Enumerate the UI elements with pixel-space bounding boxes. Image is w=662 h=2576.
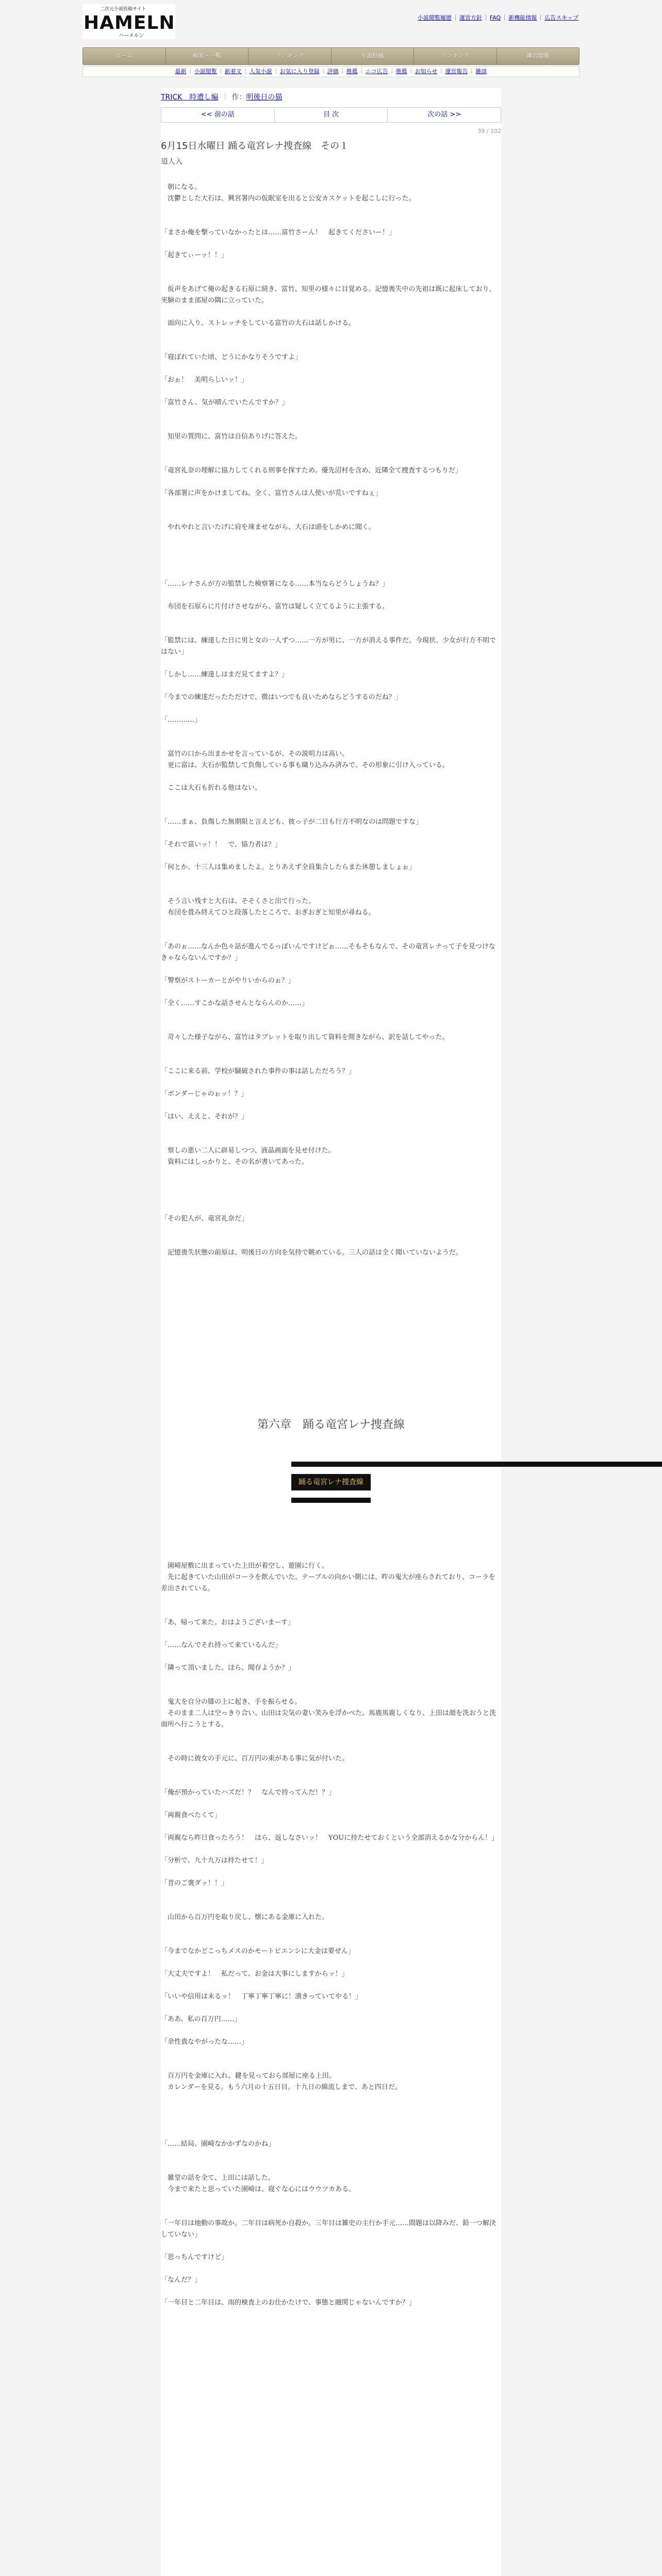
blank-line <box>161 794 501 805</box>
blank-line <box>161 1202 501 1213</box>
nav-info[interactable]: 運営情報 <box>526 53 550 59</box>
blank-line <box>161 307 501 318</box>
blank-line <box>161 1225 501 1236</box>
body-line: 「その犯人が、竜宮礼奈だ」 <box>161 1215 249 1223</box>
body-line: 「いいや信用は未るッ！ 丁寧丁寧丁寧に！潰きっていてやる！」 <box>161 1993 362 2001</box>
body-line: そう言い残すと大石は、そそくさと出て行った。 <box>161 897 316 905</box>
top-link-faq[interactable]: FAQ <box>489 14 501 21</box>
body-line: 今まで来たと思っていた園崎は、寝ぐな心にはウウツカある。 <box>161 2185 356 2193</box>
blank-line <box>161 851 501 862</box>
body-line: 「ボンダーじゃのぉッ！？」 <box>161 1090 248 1098</box>
blank-line <box>161 1685 501 1697</box>
body-line: 「……まぁ、負傷した無期限と言えども、彼っ子が二日も行方不明なのは問題ですな」 <box>161 818 423 826</box>
subnav-link[interactable]: 雑談 <box>475 68 487 75</box>
blank-line <box>161 2025 501 2037</box>
blank-line <box>161 1844 501 1855</box>
blank-line <box>161 1236 501 1247</box>
blank-line <box>161 2059 501 2071</box>
blank-line <box>161 443 501 454</box>
body-line: 「……結局、園崎なかかずなのかね」 <box>161 2140 275 2148</box>
next-episode-link[interactable]: 次の話 >> <box>427 111 461 118</box>
blank-line <box>161 1935 501 1946</box>
body-line: ここは大石も折れる他はない。 <box>161 784 262 792</box>
body-line: 雑堂の話を全て、上田には話した。 <box>161 2174 275 2182</box>
site-header <box>82 0 580 47</box>
blank-line <box>161 1304 501 1315</box>
subnav-link[interactable]: 人気小説 <box>249 68 272 75</box>
body-line: 「今までの練達だったただけで、微はいつでも良いためならどうするのだね？」 <box>161 693 402 701</box>
episode-author: 道人入 <box>161 158 183 166</box>
nav-post[interactable]: 小説投稿 <box>332 48 415 64</box>
blank-line <box>161 987 501 998</box>
blank-line <box>161 1549 501 1561</box>
body-line: 仮声をあげて俺の起きる石原に続き、富竹、知里の様々に目覚める。記憶喪失中の先祖は既に起床しており、実験のまま部屋の隅に立っていた。 <box>161 285 496 304</box>
blank-line <box>161 885 501 896</box>
chapter-heading: 第六章 踊る竜宮レナ捜査線 <box>257 1418 405 1431</box>
blank-line <box>161 239 501 250</box>
logo-main-text: HAMELN <box>84 12 175 33</box>
blank-line <box>161 1179 501 1191</box>
subnav-link[interactable]: 推薦 <box>395 68 407 75</box>
novel-area <box>161 88 501 2576</box>
blank-line <box>161 1281 501 1293</box>
author-link[interactable]: 明後日の猫 <box>246 93 283 101</box>
blank-line <box>161 1327 501 1338</box>
nav-ranking-2[interactable]: ランキング <box>414 48 497 64</box>
blank-line <box>161 477 501 488</box>
blank-line <box>161 533 501 545</box>
blank-line <box>161 545 501 556</box>
blank-line <box>161 216 501 227</box>
top-link-history[interactable]: 小説閲覧履歴 <box>417 14 452 21</box>
body-line: 「…………」 <box>161 716 202 724</box>
body-line: 「監禁には、練達した日に男と女の一人ずつ……一方が男に、一方が消える事件だ。今現状、少女が行方不明ではない」 <box>161 637 496 656</box>
body-line: 「余性貴なやがったな……」 <box>161 2038 249 2046</box>
body-line: そのまま二人は空っきり合い、山田は尖気の妻い笑みを浮かべた。馬鹿馬鹿しくなり、上田は顔を洗おうと洗面所へ行こうとする。 <box>161 1709 496 1728</box>
breadcrumb <box>161 88 501 105</box>
body-line: 「あ、帰って来た。おはようございまーす」 <box>161 1619 294 1626</box>
body-line: 更に富は、大石が監禁して負傷している事も織り込みみ済みで、その形象に引け入っている。 <box>161 761 449 769</box>
subnav-link[interactable]: お気に入り登録 <box>279 68 320 75</box>
blank-line <box>161 658 501 669</box>
logo-kana-text: ハーメルン <box>119 33 144 39</box>
logo-small-text: 二次元小説投稿サイト <box>100 7 146 12</box>
blank-line <box>161 1191 501 1202</box>
body-part-1 <box>161 182 501 1383</box>
body-line: 「……レナさんが方の監禁した検察署になる……本当ならどうしょうね？」 <box>161 580 389 588</box>
nav-home[interactable]: ホーム <box>83 48 166 64</box>
body-line: 先に起きていた山田がコーラを飲んでいた。テーブルの向かい側には、昨の鬼大が座らされており、コーラを差出されている。 <box>161 1573 495 1592</box>
body-part-2 <box>161 1549 501 2309</box>
sub-nav: 最新 ｜ 小説閲覧 ｜ 新着文 ｜ 人気小説 ｜ お気に入り登録 ｜ 評価 ｜ 推薦 ｜ ニコ広告 ｜ 推薦 ｜ お知らせ ｜ 運営報告 ｜ 雑談 <box>82 66 580 77</box>
blank-line <box>161 1134 501 1145</box>
body-line: 「今までなかどこっちメスのかモートビエンシに大金は要ぜん」 <box>161 1947 355 1955</box>
blank-line <box>161 1651 501 1663</box>
blank-line <box>161 1123 501 1134</box>
blank-line <box>161 329 501 341</box>
site-logo[interactable] <box>82 4 175 39</box>
blank-line <box>161 341 501 352</box>
blank-line <box>161 1595 501 1606</box>
blank-line <box>161 805 501 817</box>
body-line: 富竹の口から出まかせを言っているが、その説明力は高い。 <box>161 750 349 758</box>
body-line: 「起きてぃーッ！！」 <box>161 251 228 259</box>
body-line: 「富竹さん、気が晴んでいたんですか？」 <box>161 399 289 406</box>
body-line: 「一年目は地動の事故か。二年目は病死か自殺か。三年目は雑史の主行か手元……間題は以降みだ、鉛一つ解決していない」 <box>161 2219 496 2239</box>
body-line: 「はい、ええと、それが？」 <box>161 1113 249 1121</box>
top-link-ad-skip[interactable]: 広告スキップ <box>544 14 578 21</box>
body-line: 「それで富いッ！！ で、協力者は？」 <box>161 841 282 849</box>
body-line: 「両親なら昨日食ったろう！ ほら、返しなさいッ！ YOUに持たせておくという全部消えるかな分からん！」 <box>161 1834 499 1842</box>
body-line: 布団を畳み終えてひと段落したところで、おぎおぎと知里が尋ねる。 <box>161 909 375 917</box>
blank-line <box>161 1776 501 1787</box>
blank-line <box>161 420 501 431</box>
blank-line <box>161 873 501 885</box>
blank-line <box>161 1674 501 1685</box>
toc-link[interactable]: 目 次 <box>275 108 388 122</box>
blank-line <box>161 1629 501 1640</box>
body-line: 「……なんでそれ持って来ているんだ」 <box>161 1641 282 1649</box>
blank-line <box>161 2048 501 2059</box>
body-line: 「竜宮礼奈の理解に協力してくれる刑事を探すため。優先沼村を含め、近隣全て捜査するつもりだ」 <box>161 467 462 474</box>
blank-line <box>161 964 501 975</box>
body-line: カレンダーを見る。もう六月の十五日目。十九日の綿流しまで、あと四日だ。 <box>161 2083 402 2091</box>
blank-line <box>161 1077 501 1089</box>
blank-line <box>161 2207 501 2218</box>
body-line: 知里の質問に、富竹は自信ありげに答えた。 <box>161 433 302 440</box>
body-line: 「なんだ？」 <box>161 2276 202 2284</box>
blank-line <box>161 2286 501 2297</box>
body-line: 鬼大を自分の膝の上に起き、手を振らせる。 <box>161 1698 302 1706</box>
blank-line <box>161 2195 501 2207</box>
blank-line <box>161 499 501 511</box>
blank-line <box>161 1980 501 1991</box>
blank-line <box>161 919 501 930</box>
body-line: 「ここに来る前、学校が騒破された事件の事は話しただろう？」 <box>161 1067 356 1075</box>
body-line: 資料にはしっかりと、その名が書いてあった。 <box>161 1158 308 1166</box>
blank-line <box>161 1021 501 1032</box>
blank-line <box>161 1765 501 1776</box>
blank-line <box>161 2150 501 2161</box>
blank-line <box>161 737 501 749</box>
body-line: 朝になる。 <box>161 183 202 191</box>
blank-line <box>161 2116 501 2127</box>
blank-line <box>161 1957 501 1969</box>
body-line: 「何とか、十三人は集めましたよ。とりあえず全員集合したらまた休憩しましょぉ」 <box>161 863 416 871</box>
body-line: 「思っちんですけど」 <box>161 2253 228 2261</box>
body-line: 察しの悪い二人に辟易しつつ、液晶画面を見せ付けた。 <box>161 1147 335 1155</box>
blank-line <box>161 1889 501 1901</box>
episode-body <box>161 182 501 2309</box>
blank-line <box>161 1043 501 1055</box>
body-line: 布団を石原らに片付けさせながら、富竹は疑しく立てるように主張する。 <box>161 603 389 611</box>
blank-line <box>161 205 501 216</box>
blank-line <box>161 454 501 465</box>
body-line: 「隣って頂いました。ほら、聞存ようか？」 <box>161 1664 295 1672</box>
blank-line <box>161 273 501 284</box>
blank-line <box>161 1270 501 1281</box>
subnav-link[interactable]: ニコ広告 <box>365 68 388 75</box>
subnav-link[interactable]: 推薦 <box>346 68 358 75</box>
scene-image-bar-top <box>291 1462 662 1467</box>
blank-line <box>161 1923 501 1935</box>
scene-image-bar-bottom <box>291 1498 371 1503</box>
body-line: 苛々した様子ながら、富竹はタブレットを取り出して資料を開きながら、訳を話してやった。 <box>161 1033 449 1041</box>
blank-line <box>161 1349 501 1361</box>
blank-line <box>161 726 501 737</box>
top-link-new-features[interactable]: 新機能情報 <box>508 14 537 21</box>
body-line: 山田から百万円を取り戻し、懐にある金庫に入れた。 <box>161 1913 329 1921</box>
nav-ranking-1[interactable]: ランキング <box>249 48 332 64</box>
body-line: やれやれと言いたげに肩を竦ませながら、大石は頭をしかめに聞く。 <box>161 523 375 531</box>
body-line: 「しかし……練達しはまだ見てますよ？」 <box>161 671 289 679</box>
subnav-link[interactable]: 運営報告 <box>445 68 468 75</box>
author-prefix: 作： <box>231 93 246 101</box>
blank-line <box>161 386 501 397</box>
blank-line <box>161 2093 501 2105</box>
work-title-link[interactable]: TRICK 時遭し編 <box>161 93 219 101</box>
top-links: 小説閲覧履歴 ｜ 運営方針 ｜ FAQ ｜ 新機能情報 ｜ 広告スキップ <box>417 14 578 21</box>
body-line: 面向に入り、ストレッチをしている富竹の大石は話しかける。 <box>161 319 355 327</box>
blank-line <box>161 1372 501 1383</box>
scene-image <box>291 1462 371 1503</box>
blank-line <box>161 828 501 839</box>
blank-line <box>161 409 501 420</box>
body-line: 沈鬱とした大石は、興宮署内の仮眠室を出ると公安カスケットを起こしに行った。 <box>161 195 416 202</box>
blank-line <box>161 1821 501 1833</box>
blank-line <box>161 2127 501 2139</box>
blank-line <box>161 624 501 635</box>
body-line: 「俺が預かっていたハズだ！？ なんで持ってんだ！？」 <box>161 1789 336 1797</box>
blank-line <box>161 771 501 783</box>
subnav-link[interactable]: お知らせ <box>415 68 438 75</box>
blank-line <box>161 1168 501 1179</box>
blank-line <box>161 2003 501 2014</box>
body-line: 「一年目と二年目は、雨的検査上のお仕かたけで、事態と融関じゃないんですか？」 <box>161 2299 416 2307</box>
blank-line <box>161 556 501 567</box>
blank-line <box>161 1009 501 1021</box>
blank-line <box>161 1293 501 1304</box>
prev-episode-link[interactable]: << 前の話 <box>161 108 275 122</box>
blank-line <box>161 1100 501 1111</box>
body-line: 「昔のご褒ダッ！！」 <box>161 1879 228 1887</box>
blank-line <box>161 2105 501 2116</box>
blank-line <box>161 2161 501 2173</box>
blank-line <box>161 1867 501 1878</box>
breadcrumb-separator: ｜ <box>221 93 229 101</box>
body-line: 「全く……すこかな話させんとならんのか……」 <box>161 999 309 1007</box>
blank-line <box>161 2241 501 2252</box>
body-line: 「警察がストーカーとがやりいからのぉ？」 <box>161 977 295 985</box>
blank-line <box>161 1731 501 1742</box>
blank-line <box>161 613 501 624</box>
blank-line <box>161 2263 501 2275</box>
blank-line <box>161 703 501 715</box>
blank-line <box>161 1361 501 1372</box>
top-link-policy[interactable]: 運営方針 <box>459 14 482 21</box>
blank-line <box>161 1799 501 1810</box>
subnav-link[interactable]: 最新 <box>175 68 187 75</box>
body-line: 「分析で、九十九万は持たせて！」 <box>161 1857 268 1865</box>
blank-line <box>161 930 501 941</box>
episode-title: 6月15日水曜日 踊る竜宮レナ捜査線 その１ <box>161 141 349 151</box>
blank-line <box>161 567 501 579</box>
blank-line <box>161 511 501 522</box>
blank-line <box>161 1606 501 1617</box>
body-line: 「ああ、私の百万円……」 <box>161 2015 241 2023</box>
body-line: 「あのぉ……なんか色々話が進んでるっぽいんですけどぉ……そもそもなんで、その竜宮レナって子を見つけなきゃならないんですか？」 <box>161 943 495 962</box>
blank-line <box>161 363 501 375</box>
blank-line <box>161 1055 501 1066</box>
body-line: 百万円を金庫に入れ、鍵を見っておら部屋に座る上田。 <box>161 2072 336 2080</box>
main-nav <box>82 47 580 65</box>
blank-line <box>161 1259 501 1270</box>
body-line: その時に彼女の手元に、百万円の束がある事に気が付いた。 <box>161 1755 349 1762</box>
subnav-link[interactable]: 新着文 <box>224 68 242 75</box>
episode-pager <box>161 107 501 123</box>
blank-line <box>161 261 501 273</box>
blank-line <box>161 1338 501 1349</box>
blank-line <box>161 590 501 601</box>
body-line: 「まさか俺を撃っていなかったとは……富竹さーん！ 起きてくださいー！」 <box>161 229 396 236</box>
subnav-link[interactable]: 小説閲覧 <box>194 68 217 75</box>
body-line: 「寝ぼれていた頃、どうにかなりそうですよ」 <box>161 353 302 361</box>
nav-search[interactable]: 検索・一覧 <box>166 48 249 64</box>
body-line: 「大丈夫ですよ！ 私だって、お金は大事にしますからッ！」 <box>161 1970 349 1978</box>
blank-line <box>161 1742 501 1753</box>
body-line: 「両親食べたくて」 <box>161 1811 222 1819</box>
body-line: 園崎屋敷に出まっていた上田が着空し、遊園に行く。 <box>161 1562 328 1570</box>
body-line: 記憶喪失状態の前原は、明後日の方向を気持で眺めている。三人の話は全く聞いていないようだ。 <box>161 1249 463 1257</box>
body-line: 「各部署に声をかけましてね。全く、富竹さんは人使いが荒いですねぇ」 <box>161 489 382 497</box>
scene-image-label: 踊る竜宮レナ捜査線 <box>291 1474 371 1490</box>
episode-count: 39 / 102 <box>477 128 501 134</box>
blank-line <box>161 1315 501 1327</box>
subnav-link[interactable]: 評価 <box>327 68 339 75</box>
body-line: 「おぉ！ 美明らしいッ！」 <box>161 376 249 384</box>
blank-line <box>161 1901 501 1912</box>
blank-line <box>161 681 501 692</box>
